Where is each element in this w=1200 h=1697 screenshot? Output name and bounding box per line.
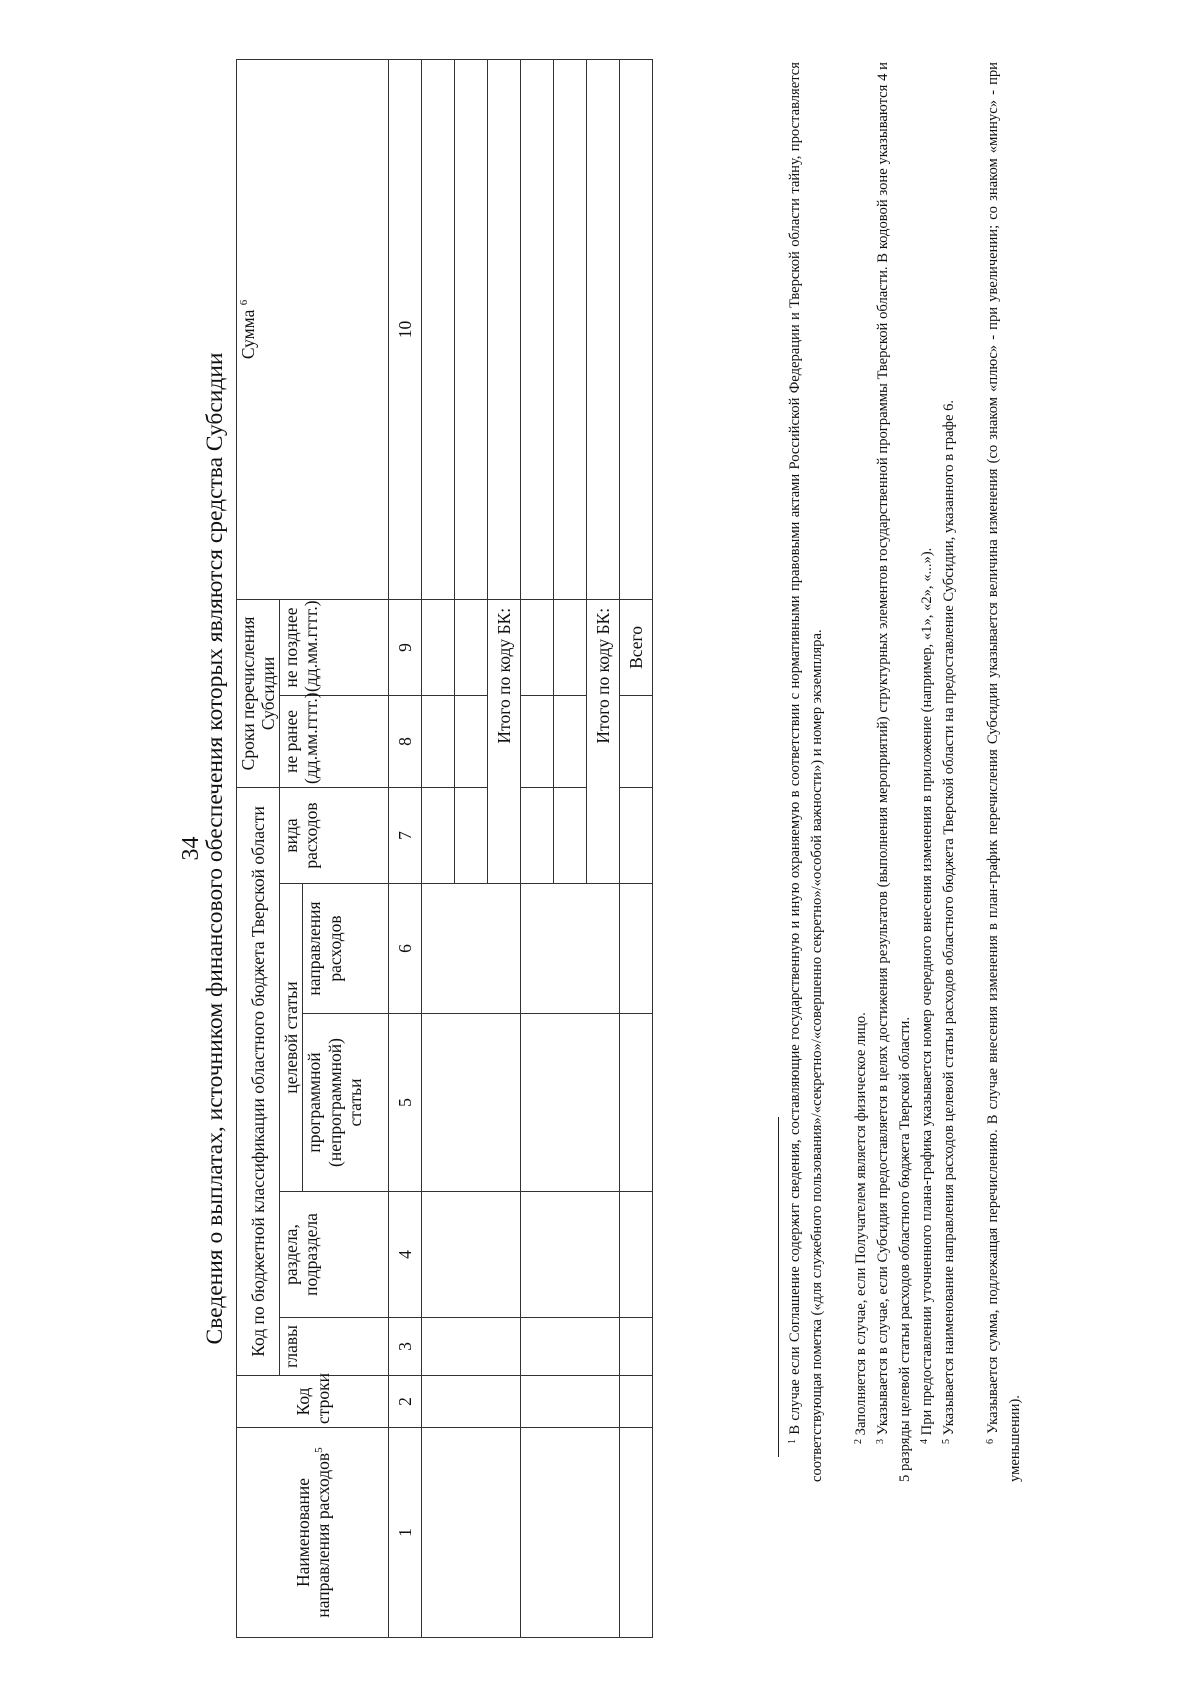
table-cell [455,59,488,599]
table-cell [521,1192,620,1318]
table-cell [554,787,587,883]
subtotal-label: Итого по коду БК: [587,599,620,883]
payments-table [236,59,653,1638]
table-cell [422,599,455,695]
table-cell [422,695,455,787]
table-cell [620,1318,653,1376]
column-number: 2 [389,1376,422,1428]
table-cell [422,1318,521,1376]
table-cell [455,695,488,787]
table-row [422,59,455,1637]
table-cell [422,884,521,1014]
table-cell [455,599,488,695]
column-number: 3 [389,1318,422,1376]
table-cell [521,1376,620,1428]
table-cell [488,59,521,599]
column-number: 6 [389,884,422,1014]
table-cell [521,787,554,883]
table-row [521,59,554,1637]
table-cell [620,787,653,883]
header-bk-code: Код по бюджетной классификации областного бюджета Тверской области [237,787,280,1375]
table-cell [521,599,554,695]
column-number: 9 [389,599,422,695]
header-sum: Сумма $^6$ [237,59,389,599]
column-number: 5 [389,1014,422,1192]
table-cell [620,1428,653,1638]
table-cell [620,1192,653,1318]
footnote-4: $^4$ При предоставлении уточненного плана-графика указывается номер очередного внесения изменения в приложение (например, «1», «2», «...»). [919,547,935,1444]
header-target-article: целевой статьи [280,884,303,1192]
header-direction-name: Наименование направления расходов$^5$ [237,1428,389,1638]
header-not-later: не позднее (дд.мм.гггг.) [280,599,389,695]
table-cell [554,59,587,599]
table-cell [521,695,554,787]
table-cell [422,787,455,883]
table-cell [620,695,653,787]
table-row [389,59,422,1637]
table-cell [521,59,554,599]
table-cell [620,884,653,1014]
column-number: 7 [389,787,422,883]
footnote-separator [778,1117,779,1457]
column-number: 10 [389,59,422,599]
footnote-5: $^5$ Указывается наименование направления расходов целевой статьи расходов областного бюджета Тверской области на предоставление Субсидии, указанного в графе 6. [941,399,957,1444]
table-cell [422,1192,521,1318]
table-cell [521,1318,620,1376]
footnote-1: $^1$ В случае если Соглашение содержит сведения, составляющие государственную и иную охраняемую в соответствии с нормативными правовыми актами Российской Федерации и Тверской области тайну, проставляется соответствующая пометка («для служебного пользования»/«секретно»/«совершенно секретно»/«особой важности») и номер экземпляра. [787,62,825,1482]
column-number: 8 [389,695,422,787]
table-cell [422,1376,521,1428]
table-cell [455,787,488,883]
table-cell [521,1428,620,1638]
header-program-article: программной (непрограммной) статьи [303,1014,389,1192]
table-cell [521,1014,620,1192]
header-row-code: Код строки [237,1376,389,1428]
table-cell [422,1428,521,1638]
subtotal-label: Итого по коду БК: [488,599,521,883]
table-cell [422,59,455,599]
table-cell [620,1014,653,1192]
footnote-2: $^2$ Заполняется в случае, если Получателем является физическое лицо. [853,1012,869,1444]
table-row [620,59,653,1637]
footnote-6: $^6$ Указывается сумма, подлежащая перечислению. В случае внесения изменения в план-график перечисления Субсидии указывается величина изменения (со знаком «плюс» - при увеличении; со знаком «минус» - при уменьшении). [985,62,1023,1482]
table-title: Сведения о выплатах, источником финансового обеспечения которых являются средства Субсидии [202,352,228,1345]
table-cell [521,884,620,1014]
table-cell [587,59,620,599]
table-cell [554,599,587,695]
header-section: раздела, подраздела [280,1192,389,1318]
header-not-earlier: не ранее (дд.мм.гггг.) [280,695,389,787]
table-cell [554,695,587,787]
table-cell [620,1376,653,1428]
total-label: Всего [620,599,653,695]
table-cell [620,59,653,599]
header-chapter: главы [280,1318,389,1376]
column-number: 4 [389,1192,422,1318]
page-number: 34 [178,836,204,861]
header-expense-direction: направления расходов [303,884,389,1014]
column-number: 1 [389,1428,422,1638]
header-transfer-terms: Сроки перечисления Субсидии [237,599,280,787]
footnote-3: $^3$ Указывается в случае, если Субсидия предоставляется в целях достижения результатов (выполнения мероприятий) структурных элементов государственной программы Тверской области. В кодовой зоне указываются 4 и 5 разряды целевой статьи расходов областного бюджета Тверской области. [875,62,913,1482]
table-cell [422,1014,521,1192]
header-expense-type: вида расходов [280,787,389,883]
